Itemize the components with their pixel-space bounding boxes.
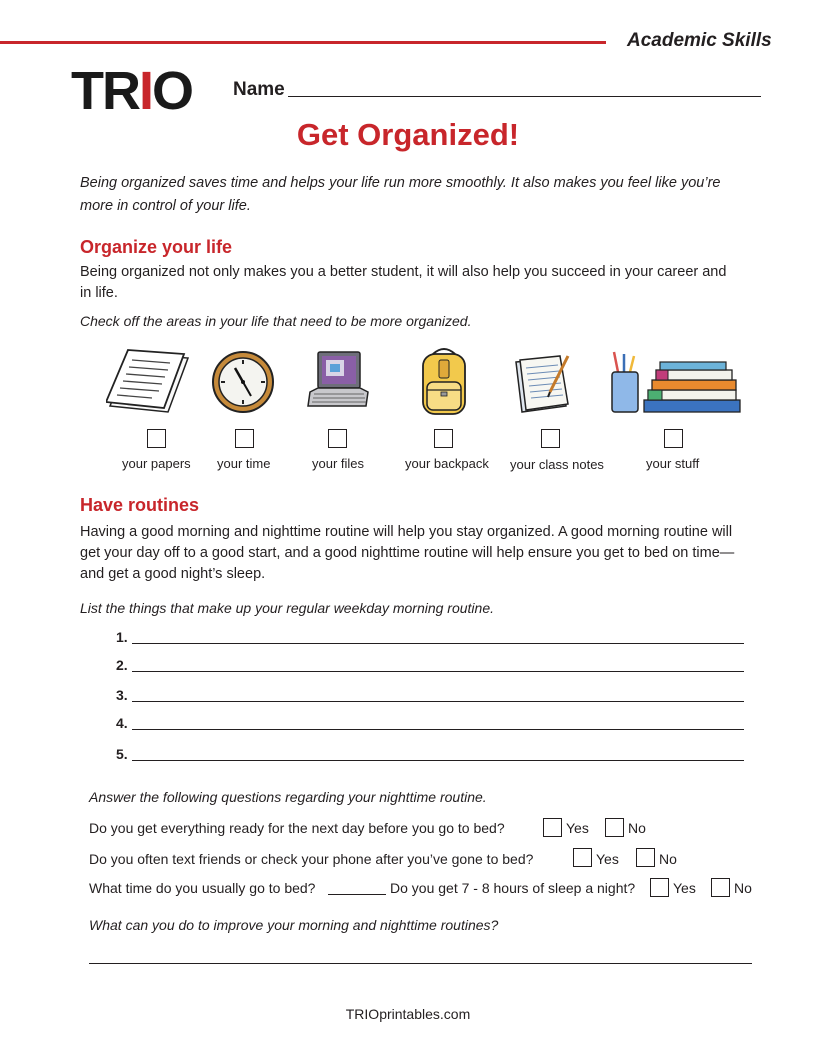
list-number: 2. xyxy=(116,657,128,673)
books-supplies-icon xyxy=(608,350,744,416)
footer-website: TRIOprintables.com xyxy=(345,1006,471,1022)
checkbox-class-notes[interactable] xyxy=(541,429,560,448)
routines-paragraph: Having a good morning and nighttime routine will help you stay organized. A good morning routine will get your day off to a good start, and a good nighttime routine will help ensure you get to bed on time—and get a good night’s sleep. xyxy=(80,524,735,582)
no-label: No xyxy=(628,820,646,836)
area-label: your files xyxy=(312,456,365,471)
yes-label: Yes xyxy=(566,820,589,836)
yes-label: Yes xyxy=(673,880,696,896)
q2-yes-checkbox[interactable] xyxy=(573,848,592,867)
routines-heading: Have routines xyxy=(80,495,200,515)
routine-answer-line[interactable] xyxy=(132,701,744,702)
question-3b: Do you get 7 - 8 hours of sleep a night? xyxy=(390,880,636,896)
question-2: Do you often text friends or check your phone after you’ve gone to bed? xyxy=(89,851,534,867)
checkbox-backpack[interactable] xyxy=(434,429,453,448)
checkbox-papers[interactable] xyxy=(147,429,166,448)
nighttime-instruction: Answer the following questions regarding your nighttime routine. xyxy=(89,789,487,805)
area-label: your papers xyxy=(122,456,191,471)
routine-answer-line[interactable] xyxy=(132,760,744,761)
page-title: Get Organized! xyxy=(296,117,520,152)
section-tag: Academic Skills xyxy=(627,30,772,51)
notebook-icon xyxy=(512,352,574,416)
question-1: Do you get everything ready for the next day before you go to bed? xyxy=(89,820,505,836)
area-label: your class notes xyxy=(510,457,604,472)
top-rule xyxy=(0,41,606,44)
q3-yes-checkbox[interactable] xyxy=(650,878,669,897)
backpack-icon xyxy=(413,344,475,418)
q2-no-checkbox[interactable] xyxy=(636,848,655,867)
area-label: your stuff xyxy=(646,456,700,471)
checkbox-files[interactable] xyxy=(328,429,347,448)
checkbox-stuff[interactable] xyxy=(664,429,683,448)
no-label: No xyxy=(734,880,752,896)
no-label: No xyxy=(659,851,677,867)
q1-no-checkbox[interactable] xyxy=(605,818,624,837)
routine-answer-line[interactable] xyxy=(132,643,744,644)
list-number: 4. xyxy=(116,715,128,731)
area-label: your backpack xyxy=(405,456,489,471)
list-number: 5. xyxy=(116,746,128,762)
logo-part-2: I xyxy=(138,61,152,121)
final-question: What can you do to improve your morning and nighttime routines? xyxy=(89,917,499,933)
laptop-icon xyxy=(304,348,372,416)
organize-instruction: Check off the areas in your life that need to be more organized. xyxy=(80,313,472,329)
papers-icon xyxy=(106,348,192,416)
trio-logo xyxy=(71,61,193,121)
list-number: 1. xyxy=(116,629,128,645)
logo-part-3: O xyxy=(152,61,193,121)
routines-instruction: List the things that make up your regular weekday morning routine. xyxy=(80,600,495,616)
yes-label: Yes xyxy=(596,851,619,867)
name-label: Name xyxy=(233,79,285,100)
list-number: 3. xyxy=(116,687,128,703)
checkbox-time[interactable] xyxy=(235,429,254,448)
organize-heading: Organize your life xyxy=(80,237,233,257)
intro-paragraph: Being organized saves time and helps your life run more smoothly. It also makes you feel like you’re more in control of your life. xyxy=(80,175,721,214)
final-answer-line[interactable] xyxy=(89,963,752,964)
q3-no-checkbox[interactable] xyxy=(711,878,730,897)
q1-yes-checkbox[interactable] xyxy=(543,818,562,837)
routine-answer-line[interactable] xyxy=(132,671,744,672)
clock-icon xyxy=(211,350,275,414)
logo-part-1: TR xyxy=(71,61,139,121)
organize-paragraph: Being organized not only makes you a better student, it will also help you succeed in your career and in life. xyxy=(80,264,727,301)
bedtime-answer-line[interactable] xyxy=(328,894,386,895)
area-label: your time xyxy=(217,456,271,471)
routine-answer-line[interactable] xyxy=(132,729,744,730)
name-field-line[interactable] xyxy=(288,96,761,97)
question-3a: What time do you usually go to bed? xyxy=(89,880,316,896)
